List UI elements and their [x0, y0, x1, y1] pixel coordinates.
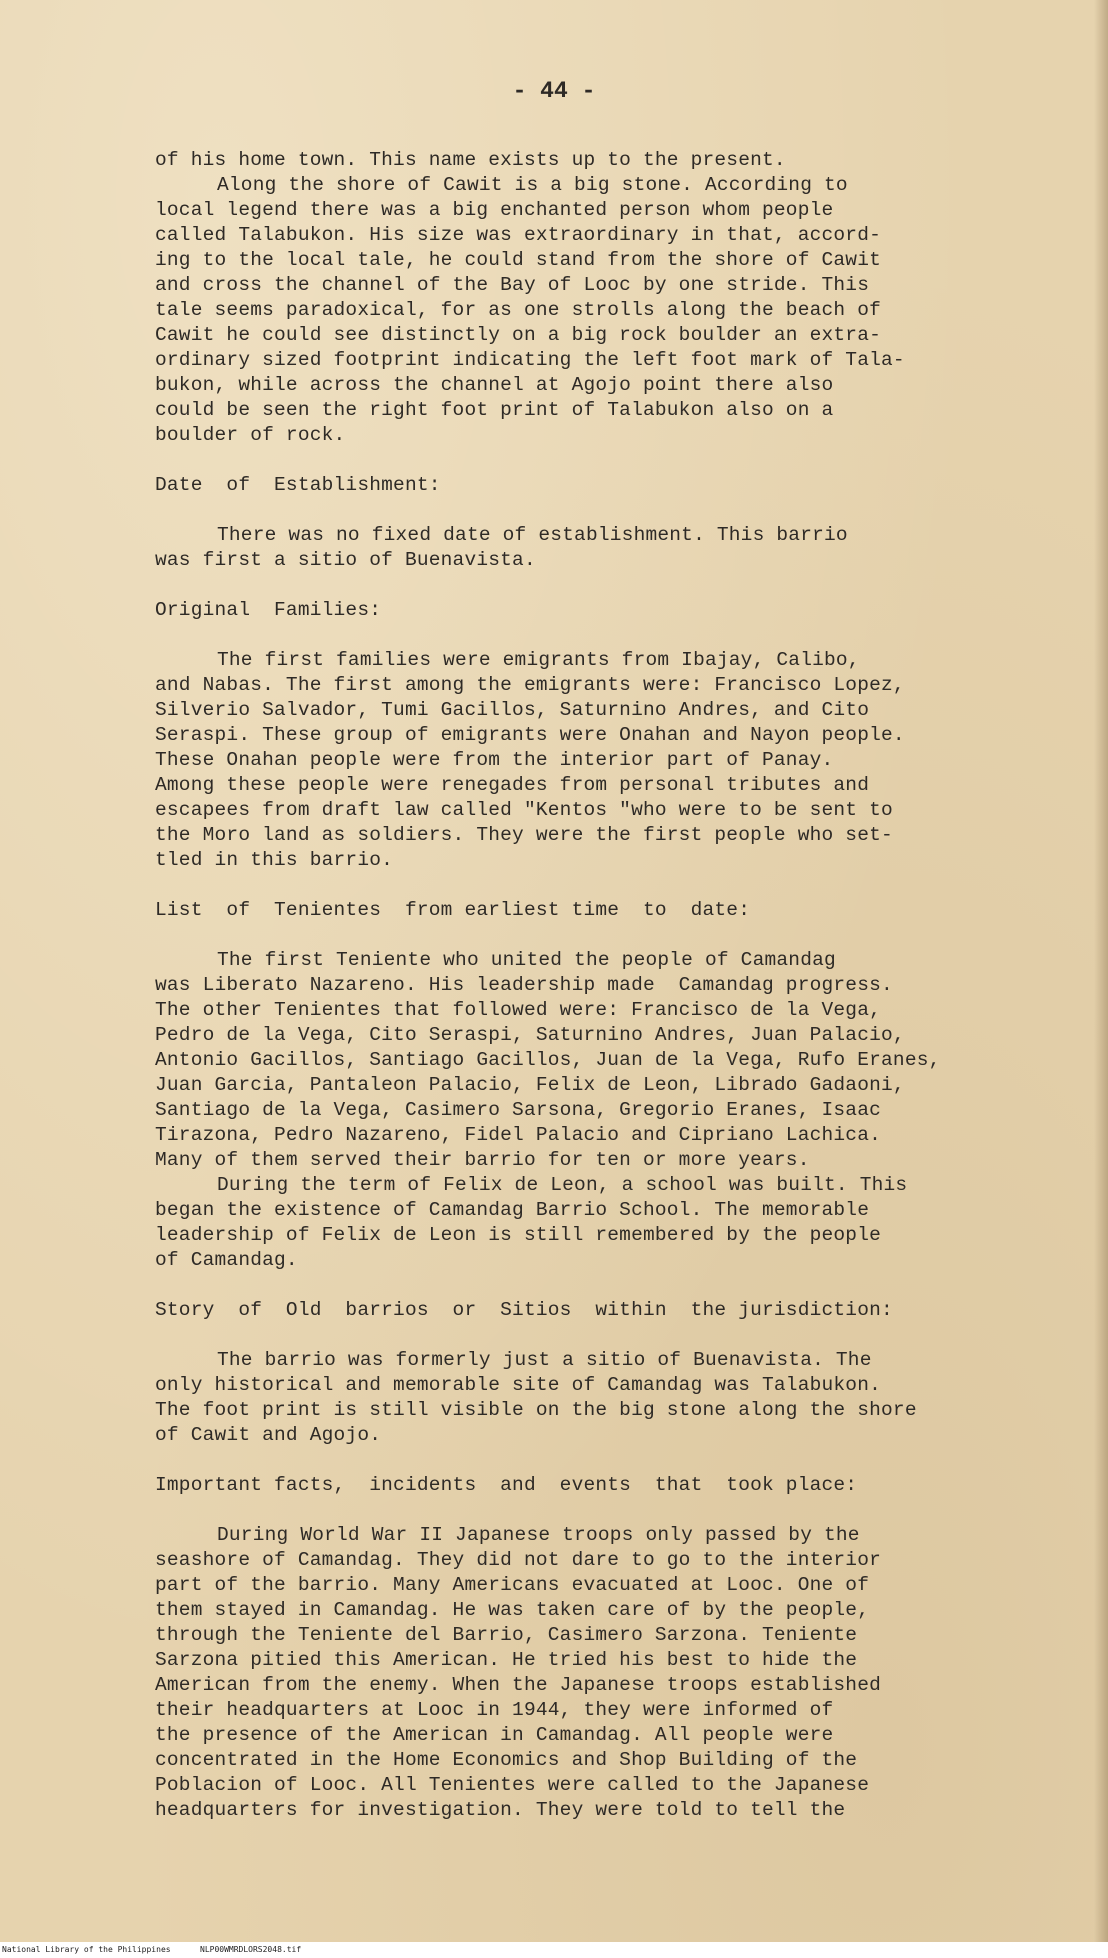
text-line: Tirazona, Pedro Nazareno, Fidel Palacio and Cipriano Lachica.: [155, 1124, 882, 1146]
text-line: Among these people were renegades from personal tributes and: [155, 774, 870, 796]
text-line: Seraspi. These group of emigrants were Onahan and Nayon people.: [155, 724, 905, 746]
text-line: bukon, while across the channel at Agojo point there also: [155, 374, 834, 396]
paragraph-facts: [155, 1523, 1005, 1823]
text-line: During World War II Japanese troops only passed by the: [217, 1524, 860, 1546]
text-line: Pedro de la Vega, Cito Seraspi, Saturnino Andres, Juan Palacio,: [155, 1024, 905, 1046]
footer-filename: NLP00WMRDLORS2048.tif: [200, 1945, 302, 1954]
heading-original-families: Original Families:: [155, 599, 382, 621]
heading-story-of-old-barrios: Story of Old barrios or Sitios within the jurisdiction:: [155, 1299, 893, 1321]
page-edge-shadow: [1094, 0, 1108, 1942]
text-line: the Moro land as soldiers. They were the first people who set-: [155, 824, 893, 846]
paragraph-families: [155, 648, 1005, 873]
text-line: was first a sitio of Buenavista.: [155, 549, 536, 571]
text-line: tale seems paradoxical, for as one strolls along the beach of: [155, 299, 882, 321]
text-line: local legend there was a big enchanted person whom people: [155, 199, 834, 221]
text-line: Poblacion of Looc. All Tenientes were called to the Japanese: [155, 1774, 870, 1796]
text-line: Silverio Salvador, Tumi Gacillos, Saturnino Andres, and Cito: [155, 699, 870, 721]
text-line: concentrated in the Home Economics and Shop Building of the: [155, 1749, 858, 1771]
text-line: only historical and memorable site of Camandag was Talabukon.: [155, 1374, 882, 1396]
paragraph-talabukon: [155, 148, 1005, 448]
text-line: boulder of rock.: [155, 424, 346, 446]
text-line: could be seen the right foot print of Talabukon also on a: [155, 399, 834, 421]
text-line: Many of them served their barrio for ten or more years.: [155, 1149, 810, 1171]
text-line: began the existence of Camandag Barrio School. The memorable: [155, 1199, 870, 1221]
page-number: - 44 -: [512, 78, 596, 104]
text-line: part of the barrio. Many Americans evacuated at Looc. One of: [155, 1574, 870, 1596]
heading-list-of-tenientes: List of Tenientes from earliest time to date:: [155, 899, 751, 921]
text-line: The foot print is still visible on the big stone along the shore: [155, 1399, 917, 1421]
scan-footer: [0, 1942, 1108, 1958]
text-line: The barrio was formerly just a sitio of Buenavista. The: [217, 1349, 872, 1371]
text-line: tled in this barrio.: [155, 849, 394, 871]
text-line: Santiago de la Vega, Casimero Sarsona, Gregorio Eranes, Isaac: [155, 1099, 882, 1121]
text-line: and Nabas. The first among the emigrants were: Francisco Lopez,: [155, 674, 905, 696]
document-body: [155, 148, 1005, 1823]
text-line: The first Teniente who united the people of Camandag: [217, 949, 836, 971]
text-line: Along the shore of Cawit is a big stone. According to: [217, 174, 848, 196]
text-line: American from the enemy. When the Japanese troops established: [155, 1674, 882, 1696]
paragraph-tenientes: [155, 948, 1005, 1173]
text-line: their headquarters at Looc in 1944, they were informed of: [155, 1699, 834, 1721]
text-line: ordinary sized footprint indicating the left foot mark of Tala-: [155, 349, 905, 371]
text-line: These Onahan people were from the interior part of Panay.: [155, 749, 834, 771]
text-line: escapees from draft law called "Kentos "who were to be sent to: [155, 799, 893, 821]
heading-date-of-establishment: Date of Establishment:: [155, 474, 441, 496]
paragraph-date: [155, 523, 1005, 573]
paragraph-story: [155, 1348, 1005, 1448]
text-line: There was no fixed date of establishment. This barrio: [217, 524, 848, 546]
paragraph-school: [155, 1173, 1005, 1273]
text-line: them stayed in Camandag. He was taken care of by the people,: [155, 1599, 870, 1621]
text-line: ing to the local tale, he could stand from the shore of Cawit: [155, 249, 882, 271]
text-line: headquarters for investigation. They were told to tell the: [155, 1799, 846, 1821]
text-line: of Cawit and Agojo.: [155, 1424, 382, 1446]
text-line: Cawit he could see distinctly on a big rock boulder an extra-: [155, 324, 882, 346]
text-line: was Liberato Nazareno. His leadership made Camandag progress.: [155, 974, 893, 996]
text-line: of his home town. This name exists up to the present.: [155, 149, 786, 171]
text-line: the presence of the American in Camandag. All people were: [155, 1724, 834, 1746]
text-line: During the term of Felix de Leon, a school was built. This: [217, 1174, 908, 1196]
text-line: of Camandag.: [155, 1249, 298, 1271]
text-line: The first families were emigrants from Ibajay, Calibo,: [217, 649, 860, 671]
text-line: Sarzona pitied this American. He tried his best to hide the: [155, 1649, 858, 1671]
heading-important-facts: Important facts, incidents and events that took place:: [155, 1474, 858, 1496]
text-line: Antonio Gacillos, Santiago Gacillos, Juan de la Vega, Rufo Eranes,: [155, 1049, 941, 1071]
text-line: through the Teniente del Barrio, Casimero Sarzona. Teniente: [155, 1624, 858, 1646]
text-line: called Talabukon. His size was extraordinary in that, accord-: [155, 224, 882, 246]
text-line: and cross the channel of the Bay of Looc by one stride. This: [155, 274, 870, 296]
footer-source: National Library of the Philippines: [2, 1945, 171, 1954]
text-line: Juan Garcia, Pantaleon Palacio, Felix de Leon, Librado Gadaoni,: [155, 1074, 905, 1096]
text-line: leadership of Felix de Leon is still remembered by the people: [155, 1224, 882, 1246]
text-line: The other Tenientes that followed were: Francisco de la Vega,: [155, 999, 882, 1021]
text-line: seashore of Camandag. They did not dare to go to the interior: [155, 1549, 882, 1571]
